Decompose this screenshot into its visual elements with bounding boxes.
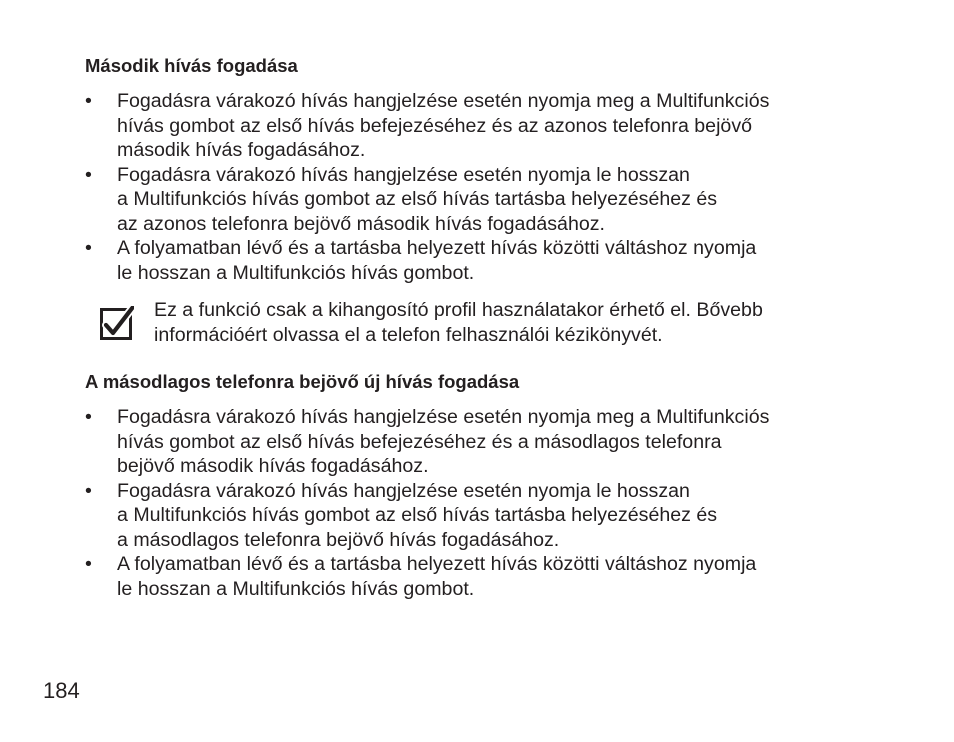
note-text [154, 298, 890, 348]
bullet-marker: • [85, 90, 92, 112]
section-heading-second-call: Második hívás fogadása [85, 55, 298, 76]
list-item-line: A folyamatban lévő és a tartásba helyezett hívás közötti váltáshoz nyomja [117, 237, 757, 259]
list-item-line: A folyamatban lévő és a tartásba helyezett hívás közötti váltáshoz nyomja [117, 553, 757, 575]
list-item-line: a Multifunkciós hívás gombot az első hívás tartásba helyezéséhez és [117, 188, 718, 210]
bullet-marker: • [85, 163, 92, 186]
list-item-line: hívás gombot az első hívás befejezéséhez és az azonos telefonra bejövő [117, 114, 753, 137]
list-item [85, 479, 885, 553]
checkbox-check-icon [100, 306, 134, 340]
list-item-line: Fogadásra várakozó hívás hangjelzése esetén nyomja meg a Multifunkciós [117, 406, 770, 428]
note-line: Ez a funkció csak a kihangosító profil használatakor érhető el. Bővebb [154, 299, 763, 321]
list-item [85, 405, 885, 479]
list-item-line: a másodlagos telefonra bejövő hívás fogadásához. [117, 528, 560, 551]
list-item-line: Fogadásra várakozó hívás hangjelzése esetén nyomja le hosszan [117, 479, 690, 502]
bullet-marker: • [85, 406, 92, 428]
list-item [85, 163, 885, 237]
list-item-line: Fogadásra várakozó hívás hangjelzése esetén nyomja le hosszan [117, 163, 690, 186]
bullet-marker: • [85, 479, 92, 502]
list-item [85, 236, 885, 285]
list-item-line: le hosszan a Multifunkciós hívás gombot. [117, 261, 475, 284]
note-line: információért olvassa el a telefon felhasználói kézikönyvét. [154, 324, 663, 346]
bullet-marker: • [85, 237, 92, 259]
list-item-line: a Multifunkciós hívás gombot az első hívás tartásba helyezéséhez és [117, 504, 718, 526]
list-item-line: Fogadásra várakozó hívás hangjelzése esetén nyomja meg a Multifunkciós [117, 90, 770, 112]
list-item-line: második hívás fogadásához. [117, 139, 366, 161]
bullet-list-secondary-phone [85, 405, 885, 601]
page-number: 184 [43, 678, 80, 703]
section-heading-secondary-phone: A másodlagos telefonra bejövő új hívás fogadása [85, 371, 520, 392]
list-item [85, 552, 885, 601]
list-item-line: bejövő második hívás fogadásához. [117, 455, 429, 477]
bullet-list-second-call [85, 89, 885, 285]
info-note [100, 298, 890, 352]
list-item [85, 89, 885, 163]
list-item-line: az azonos telefonra bejövő második hívás fogadásához. [117, 212, 605, 235]
list-item-line: hívás gombot az első hívás befejezéséhez és a másodlagos telefonra [117, 430, 722, 453]
list-item-line: le hosszan a Multifunkciós hívás gombot. [117, 577, 475, 600]
bullet-marker: • [85, 553, 92, 575]
